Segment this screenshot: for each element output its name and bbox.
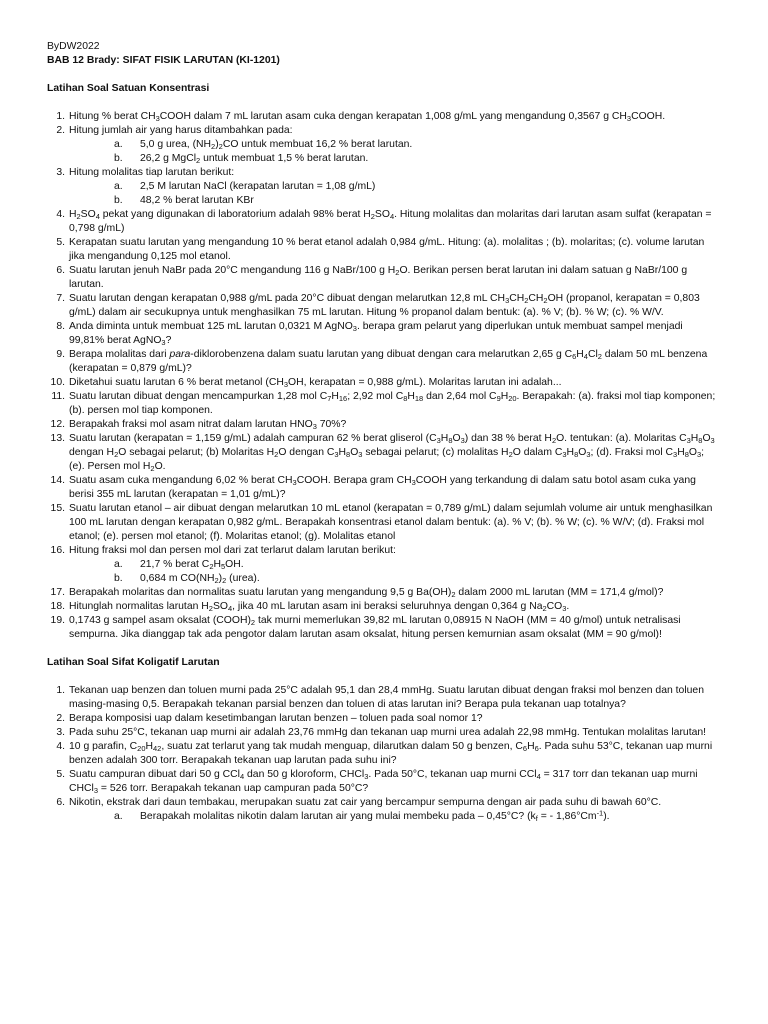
question-number: 14. — [50, 475, 65, 486]
question-item — [47, 320, 716, 348]
question-number: 7. — [56, 293, 65, 304]
question-text: Suatu larutan dengan kerapatan 0,988 g/mL pada 20°C dibuat dengan melarutkan 12,8 mL $CH_3CH_2CH_2OH$ (propanol, kerapatan = 0,803 g/mL) dalam air secukupnya untuk menghasilkan 75 mL larutan. Hitung % propanol dalam bentuk: (a). % V; (b). % W; (c). % W/V. — [69, 293, 700, 318]
question-item — [47, 544, 716, 586]
question-item — [47, 502, 716, 544]
question-number: 3. — [56, 167, 65, 178]
question-item — [47, 768, 716, 796]
sub-question-text: 5,0 g urea, $(NH_2)_2CO$ untuk membuat 16,2 % berat larutan. — [140, 139, 413, 151]
sub-question-text: 2,5 M larutan NaCl (kerapatan larutan = 1,08 g/mL) — [140, 181, 376, 192]
sub-question-label: a. — [114, 139, 123, 150]
question-number: 2. — [56, 713, 65, 724]
question-number: 10. — [50, 377, 65, 388]
question-text: Anda diminta untuk membuat 125 mL larutan 0,0321 M AgNO$_3$. berapa gram pelarut yang diperlukan untuk membuat sampel menjadi 99,81% berat AgNO$_3$? — [69, 321, 683, 347]
question-item — [47, 208, 716, 236]
question-text: Berapakah fraksi mol asam nitrat dalam larutan $HNO_3$ 70%? — [69, 419, 347, 431]
question-item — [47, 418, 716, 432]
question-number: 4. — [56, 209, 65, 220]
question-item — [47, 124, 716, 166]
question-text: Hitung % berat $CH_3COOH$ dalam 7 mL larutan asam cuka dengan kerapatan 1,008 g/mL yang mengandung 0,3567 g $CH_3COOH$. — [69, 111, 666, 123]
question-text: 10 g parafin, $C_{20}H_{42}$, suatu zat terlarut yang tak mudah menguap, dilarutkan dalam 50 g benzen, $C_6H_6$. Pada suhu 53°C, tekanan uap murni benzen adalah 300 torr. Berapakah tekanan uap larutan pada suhu ini? — [69, 741, 713, 766]
question-number: 1. — [56, 685, 65, 696]
document-title: BAB 12 Brady: SIFAT FISIK LARUTAN (KI-1201) — [47, 55, 280, 66]
sub-question-list — [69, 180, 716, 208]
question-number: 4. — [56, 741, 65, 752]
sub-question-item — [114, 572, 716, 586]
question-number: 12. — [50, 419, 65, 430]
question-text: 0,1743 g sampel asam oksalat $(COOH)_2$ tak murni memerlukan 39,82 mL larutan 0,08915 N NaOH (MM = 40 g/mol) untuk netralisasi sempurna. Jika dianggap tak ada pengotor dalam larutan asam oksalat, hitung persen kemurnian asam oksalat (MM = 90 g/mol)! — [69, 615, 681, 640]
question-item — [47, 726, 716, 740]
question-item — [47, 376, 716, 390]
question-text: Suatu larutan etanol – air dibuat dengan melarutkan 10 mL etanol (kerapatan = 0,789 g/mL) dalam sejumlah volume air untuk menghasilkan 100 mL larutan dengan kerapatan 0,982 g/mL. Berapakah konsentrasi etanol dalam bentuk: (a). % V; (b). % W; (c). % W/V; (d). Fraksi mol etanol; (e). persen mol etanol; (f). Molaritas etanol; (g). Molalitas etanol — [69, 503, 713, 542]
question-number: 5. — [56, 237, 65, 248]
question-text: Hitunglah normalitas larutan $H_2SO_4$, jika 40 mL larutan asam ini beraksi seluruhnya dengan 0,364 g $Na_2CO_3$. — [69, 601, 570, 613]
question-text: Suatu asam cuka mengandung 6,02 % berat $CH_3COOH$. Berapa gram $CH_3COOH$ yang terkandung di dalam satu botol asam cuka yang berisi 355 mL larutan (kerapatan = 1,01 g/mL)? — [69, 475, 696, 500]
question-text: Hitung fraksi mol dan persen mol dari zat terlarut dalam larutan berikut: — [69, 545, 396, 556]
question-number: 15. — [50, 503, 65, 514]
question-number: 18. — [50, 601, 65, 612]
question-item — [47, 236, 716, 264]
question-item — [47, 600, 716, 614]
sub-question-label: a. — [114, 811, 123, 822]
sub-question-label: b. — [114, 153, 123, 164]
sub-question-item — [114, 810, 716, 824]
question-item — [47, 586, 716, 600]
sub-question-list — [69, 810, 716, 824]
question-text: Suatu larutan jenuh NaBr pada 20°C mengandung 116 g NaBr/100 g $H_2O$. Berikan persen berat larutan ini dalam satuan g NaBr/100 g larutan. — [69, 265, 688, 290]
sub-question-label: b. — [114, 195, 123, 206]
question-item — [47, 796, 716, 824]
sub-question-text: 26,2 g MgCl$_2$ untuk membuat 1,5 % berat larutan. — [140, 153, 369, 165]
question-number: 9. — [56, 349, 65, 360]
question-item — [47, 684, 716, 712]
question-text: Hitung jumlah air yang harus ditambahkan pada: — [69, 125, 293, 136]
question-item — [47, 348, 716, 376]
sub-question-list — [69, 138, 716, 166]
question-number: 16. — [50, 545, 65, 556]
question-text: Suatu larutan (kerapatan = 1,159 g/mL) adalah campuran 62 % berat gliserol $(C_3H_8O_3)$ dan 38 % berat $H_2O$. tentukan: (a). Molaritas $C_3H_8O_3$ dengan $H_2O$ sebagai pelarut; (b) Molaritas $H_2O$ dengan $C_3H_8O_3$ sebagai pelarut; (c) molalitas $H_2O$ dalam $C_3H_8O_3$; (d). Fraksi mol $C_3H_8O_3$; (e). Persen mol $H_2O$. — [69, 433, 715, 473]
sub-question-text: 21,7 % berat $C_2H_5OH$. — [140, 559, 244, 571]
question-text: Pada suhu 25°C, tekanan uap murni air adalah 23,76 mmHg dan tekanan uap murni urea adalah 22,98 mmHg. Tentukan molalitas larutan! — [69, 727, 707, 738]
question-number: 17. — [50, 587, 65, 598]
section-heading-konsentrasi: Latihan Soal Satuan Konsentrasi — [47, 83, 210, 94]
question-text: Suatu larutan dibuat dengan mencampurkan 1,28 mol $C_7H_{16}$; 2,92 mol $C_8H_{18}$ dan 2,64 mol $C_9H_{20}$. Berapakah: (a). fraksi mol tiap komponen; (b). persen mol tiap komponen. — [69, 391, 716, 416]
question-text: Hitung molalitas tiap larutan berikut: — [69, 167, 235, 178]
question-number: 11. — [51, 391, 65, 402]
sub-question-text: 48,2 % berat larutan KBr — [140, 195, 254, 206]
question-list-konsentrasi — [47, 110, 716, 642]
question-number: 5. — [56, 769, 65, 780]
question-number: 6. — [56, 797, 65, 808]
question-text: Berapakah molaritas dan normalitas suatu larutan yang mengandung 9,5 g $Ba(OH)_2$ dalam 2000 mL larutan (MM = 171,4 g/mol)? — [69, 587, 664, 599]
sub-question-item — [114, 194, 716, 208]
question-item — [47, 614, 716, 642]
sub-question-label: b. — [114, 573, 123, 584]
question-text: Suatu campuran dibuat dari 50 g CCl$_4$ dan 50 g kloroform, CHCl$_3$. Pada 50°C, tekanan uap murni CCl$_4$ = 317 torr dan tekanan uap murni CHCl$_3$ = 526 torr. Berapakah tekanan uap campuran pada 50°C? — [69, 769, 698, 795]
question-text: Berapa komposisi uap dalam kesetimbangan larutan benzen – toluen pada soal nomor 1? — [69, 713, 483, 724]
sub-question-item — [114, 558, 716, 572]
sub-question-item — [114, 152, 716, 166]
question-item — [47, 166, 716, 208]
question-number: 6. — [56, 265, 65, 276]
question-item — [47, 474, 716, 502]
sub-question-text: Berapakah molalitas nikotin dalam larutan air yang mulai membeku pada – 0,45°C? ($k_f$ = - $1,86^\circ Cm^{-1}$). — [140, 808, 610, 823]
sub-question-item — [114, 180, 716, 194]
question-list-koligatif — [47, 684, 716, 824]
question-item — [47, 390, 716, 418]
question-text: Nikotin, ekstrak dari daun tembakau, merupakan suatu zat cair yang bercampur sempurna dengan air pada suhu di bawah 60°C. — [69, 797, 662, 808]
question-item — [47, 264, 716, 292]
question-number: 13. — [50, 433, 65, 444]
sub-question-label: a. — [114, 559, 123, 570]
question-item — [47, 740, 716, 768]
question-number: 2. — [56, 125, 65, 136]
sub-question-item — [114, 138, 716, 152]
question-text: Berapa molalitas dari para-diklorobenzena dalam suatu larutan yang dibuat dengan cara melarutkan 2,65 g $C_6H_4Cl_2$ dalam 50 mL benzena (kerapatan = 0,879 g/mL)? — [69, 349, 708, 374]
author-tag: ByDW2022 — [47, 41, 100, 52]
question-text: $H_2SO_4$ pekat yang digunakan di laboratorium adalah 98% berat $H_2SO_4$. Hitung molalitas dan molaritas dari larutan asam sulfat (kerapatan = 0,798 g/mL) — [69, 209, 712, 234]
question-item — [47, 432, 716, 474]
question-item — [47, 292, 716, 320]
question-text: Kerapatan suatu larutan yang mengandung 10 % berat etanol adalah 0,984 g/mL. Hitung: (a). molalitas ; (b). molaritas; (c). volume larutan jika mengandung 0,125 mol etanol. — [69, 237, 705, 262]
question-number: 1. — [56, 111, 65, 122]
question-number: 19. — [50, 615, 65, 626]
question-item — [47, 110, 716, 124]
sub-question-label: a. — [114, 181, 123, 192]
question-item — [47, 712, 716, 726]
section-heading-koligatif: Latihan Soal Sifat Koligatif Larutan — [47, 657, 220, 668]
question-text: Tekanan uap benzen dan toluen murni pada 25°C adalah 95,1 dan 28,4 mmHg. Suatu larutan dibuat dengan fraksi mol benzen dan toluen masing-masing 0,5. Berapakah tekanan parsial benzen dan toluen di atas larutan ini? Berapa pula tekanan uap totalnya? — [69, 685, 704, 710]
sub-question-list — [69, 558, 716, 586]
question-text: Diketahui suatu larutan 6 % berat metanol ($CH_3OH$, kerapatan = 0,988 g/mL). Molaritas larutan ini adalah... — [69, 377, 562, 389]
question-number: 8. — [56, 321, 65, 332]
question-number: 3. — [56, 727, 65, 738]
sub-question-text: 0,684 m $CO(NH_2)_2$ (urea). — [140, 573, 260, 585]
